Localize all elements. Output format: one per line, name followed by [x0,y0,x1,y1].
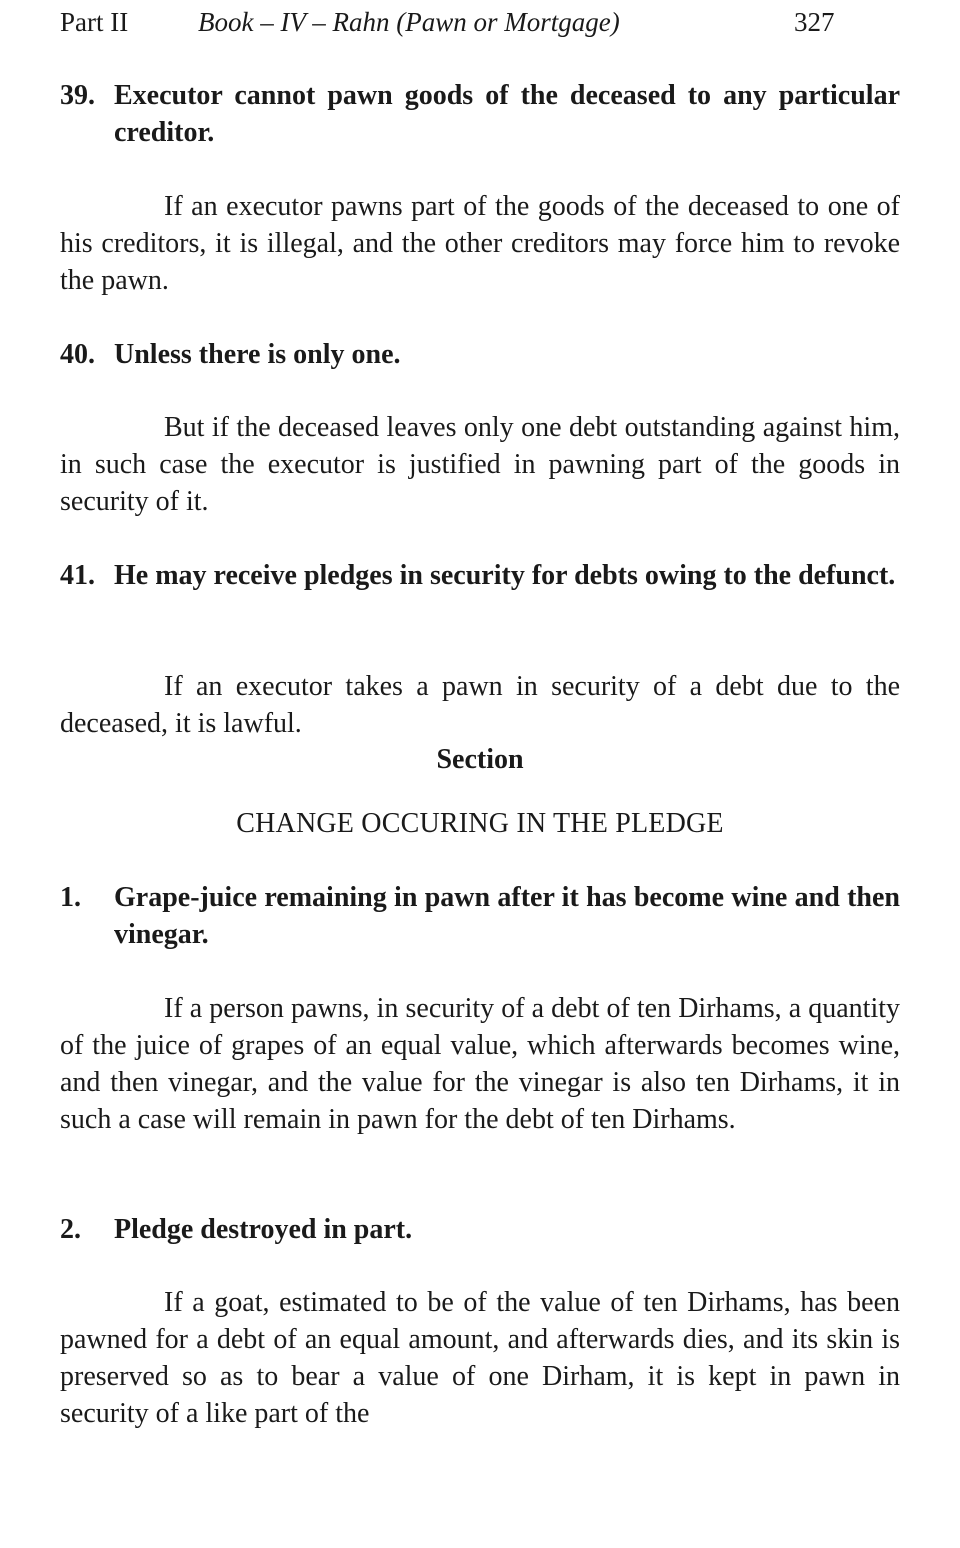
item-paragraph: If a person pawns, in security of a debt of ten Dirhams, a quantity of the juice of grapes of an equal value, which afterwards becomes wine, and then vinegar, and the value for the vinegar is also ten Dirhams, it in such a case will remain in pawn for the debt of ten Dirhams. [60,993,900,1135]
item-heading-text: Unless there is only one. [114,339,401,370]
item-number: 2. [60,1214,81,1245]
item-heading [60,1211,900,1248]
item-paragraph: If an executor takes a pawn in security of a debt due to the deceased, it is lawful. [60,671,900,739]
item-paragraph: But if the deceased leaves only one debt outstanding against him, in such case the executor is justified in pawning part of the goods in security of it. [60,412,900,517]
page-number: 327 [794,7,835,37]
item-number: 39. [60,80,95,111]
item-heading [60,557,900,594]
item-paragraph: If an executor pawns part of the goods of the deceased to one of his creditors, it is illegal, and the other creditors may force him to revoke the pawn. [60,191,900,296]
section-title: CHANGE OCCURING IN THE PLEDGE [236,808,724,839]
item-heading-text: He may receive pledges in security for debts owing to the defunct. [114,560,896,591]
section-label: Section [436,744,524,775]
running-head-part: Part II [60,7,129,37]
running-head [60,2,860,42]
item-heading [60,336,900,373]
item-heading [60,879,900,953]
item-heading [60,77,900,151]
item-number: 1. [60,882,81,913]
item-heading-text: Pledge destroyed in part. [114,1214,413,1245]
item-number: 41. [60,560,95,591]
item-number: 40. [60,339,95,370]
running-head-title: Book – IV – Rahn (Pawn or Mortgage) [198,7,620,37]
item-heading-text: Grape-juice remaining in pawn after it has become wine and then vinegar. [114,882,900,950]
item-paragraph: If a goat, estimated to be of the value of ten Dirhams, has been pawned for a debt of an equal amount, and afterwards dies, and its skin is preserved so as to bear a value of one Dirham, it is kept in pawn in security of a like part of the [60,1287,900,1429]
item-heading-text: Executor cannot pawn goods of the deceased to any particular creditor. [114,80,900,148]
